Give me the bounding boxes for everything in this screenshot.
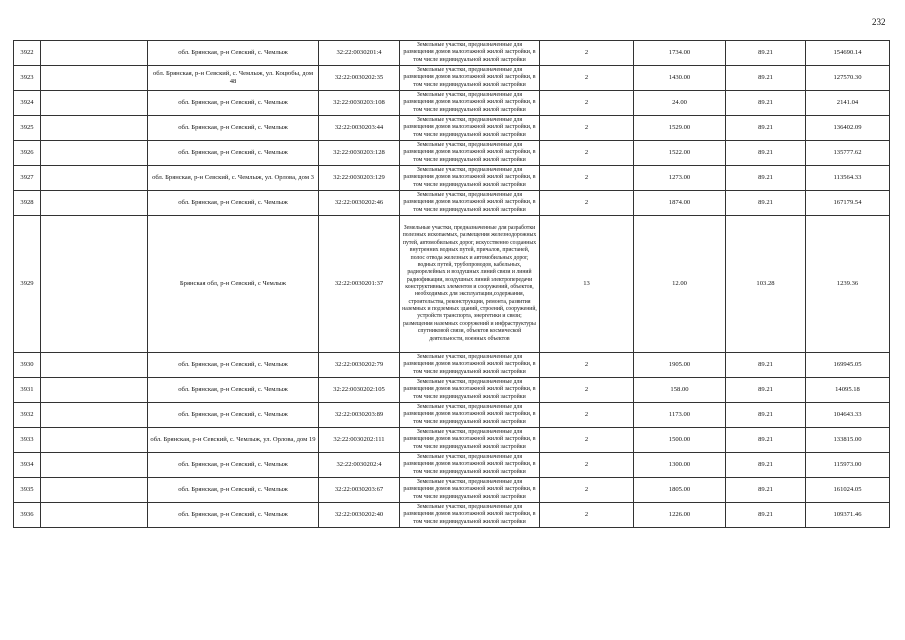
cadastral-value-cell: 2141.04 — [806, 91, 890, 116]
cadastral-value-cell: 127570.30 — [806, 66, 890, 91]
group-cell: 2 — [540, 166, 634, 191]
land-cadastral-table — [13, 40, 890, 528]
cadastral-number-cell: 32:22:0030202:105 — [319, 378, 400, 403]
empty-cell — [41, 453, 148, 478]
rate-cell: 89.21 — [726, 116, 806, 141]
address-cell: обл. Брянская, р-н Севский, с. Чемлыж, ул. Орлова, дом 3 — [148, 166, 319, 191]
land-use-cell: Земельные участки, предназначенные для размещения домов малоэтажной жилой застройки, в том числе индивидуальной жилой застройки — [400, 403, 540, 428]
cadastral-number-cell: 32:22:0030202:46 — [319, 191, 400, 216]
table-row — [14, 141, 890, 166]
land-use-cell: Земельные участки, предназначенные для размещения домов малоэтажной жилой застройки, в том числе индивидуальной жилой застройки — [400, 478, 540, 503]
group-cell: 2 — [540, 353, 634, 378]
address-cell: обл. Брянская, р-н Севский, с. Чемлыж — [148, 478, 319, 503]
area-cell: 1273.00 — [634, 166, 726, 191]
group-cell: 2 — [540, 403, 634, 428]
page-number: 232 — [872, 17, 886, 27]
cadastral-number-cell: 32:22:0030201:4 — [319, 41, 400, 66]
group-cell: 2 — [540, 191, 634, 216]
table-row — [14, 428, 890, 453]
empty-cell — [41, 428, 148, 453]
cadastral-value-cell: 115973.00 — [806, 453, 890, 478]
row-number-cell: 3928 — [14, 191, 41, 216]
address-cell: обл. Брянская, р-н Севский, с. Чемлыж — [148, 453, 319, 478]
area-cell: 1529.00 — [634, 116, 726, 141]
group-cell: 2 — [540, 378, 634, 403]
address-cell: обл. Брянская, р-н Севский, с. Чемлыж — [148, 91, 319, 116]
cadastral-value-cell: 136402.09 — [806, 116, 890, 141]
table-row — [14, 66, 890, 91]
empty-cell — [41, 91, 148, 116]
group-cell: 2 — [540, 116, 634, 141]
rate-cell: 89.21 — [726, 141, 806, 166]
row-number-cell: 3930 — [14, 353, 41, 378]
row-number-cell: 3924 — [14, 91, 41, 116]
rate-cell: 89.21 — [726, 66, 806, 91]
area-cell: 1500.00 — [634, 428, 726, 453]
address-cell: Брянская обл, р-н Севский, с Чемлыж — [148, 216, 319, 353]
address-cell: обл. Брянская, р-н Севский, с. Чемлыж — [148, 353, 319, 378]
cadastral-value-cell: 161024.05 — [806, 478, 890, 503]
land-use-cell: Земельные участки, предназначенные для размещения домов малоэтажной жилой застройки, в том числе индивидуальной жилой застройки — [400, 91, 540, 116]
empty-cell — [41, 66, 148, 91]
land-use-cell: Земельные участки, предназначенные для размещения домов малоэтажной жилой застройки, в том числе индивидуальной жилой застройки — [400, 66, 540, 91]
cadastral-number-cell: 32:22:0030202:79 — [319, 353, 400, 378]
empty-cell — [41, 503, 148, 528]
area-cell: 1173.00 — [634, 403, 726, 428]
table-row — [14, 353, 890, 378]
rate-cell: 89.21 — [726, 428, 806, 453]
cadastral-value-cell: 167179.54 — [806, 191, 890, 216]
area-cell: 158.00 — [634, 378, 726, 403]
group-cell: 13 — [540, 216, 634, 353]
row-number-cell: 3935 — [14, 478, 41, 503]
row-number-cell: 3934 — [14, 453, 41, 478]
row-number-cell: 3923 — [14, 66, 41, 91]
empty-cell — [41, 116, 148, 141]
empty-cell — [41, 353, 148, 378]
row-number-cell: 3936 — [14, 503, 41, 528]
land-use-cell: Земельные участки, предназначенные для размещения домов малоэтажной жилой застройки, в том числе индивидуальной жилой застройки — [400, 116, 540, 141]
empty-cell — [41, 403, 148, 428]
rate-cell: 89.21 — [726, 191, 806, 216]
address-cell: обл. Брянская, р-н Севский, с. Чемлыж — [148, 191, 319, 216]
rate-cell: 89.21 — [726, 378, 806, 403]
cadastral-number-cell: 32:22:0030203:128 — [319, 141, 400, 166]
table-body — [14, 41, 890, 528]
address-cell: обл. Брянская, р-н Севский, с. Чемлыж — [148, 378, 319, 403]
empty-cell — [41, 191, 148, 216]
area-cell: 1874.00 — [634, 191, 726, 216]
group-cell: 2 — [540, 478, 634, 503]
area-cell: 1734.00 — [634, 41, 726, 66]
table-row — [14, 116, 890, 141]
land-use-cell: Земельные участки, предназначенные для размещения домов малоэтажной жилой застройки, в том числе индивидуальной жилой застройки — [400, 378, 540, 403]
rate-cell: 89.21 — [726, 353, 806, 378]
table-row — [14, 453, 890, 478]
row-number-cell: 3929 — [14, 216, 41, 353]
rate-cell: 89.21 — [726, 503, 806, 528]
table-row — [14, 191, 890, 216]
address-cell: обл. Брянская, р-н Севский, с. Чемлыж — [148, 503, 319, 528]
area-cell: 1300.00 — [634, 453, 726, 478]
group-cell: 2 — [540, 91, 634, 116]
table-row — [14, 41, 890, 66]
land-use-cell: Земельные участки, предназначенные для размещения домов малоэтажной жилой застройки, в том числе индивидуальной жилой застройки — [400, 191, 540, 216]
row-number-cell: 3933 — [14, 428, 41, 453]
table-row — [14, 503, 890, 528]
row-number-cell: 3932 — [14, 403, 41, 428]
land-use-cell: Земельные участки, предназначенные для разработки полезных ископаемых, размещения железнодорожных путей, автомобильных дорог, искусственно созданных внутренних водных путей, причалов, пристаней, полос отвода железных и автомобильных дорог, водных путей, трубопроводов, кабельных, радиорелейных и воздушных линий связи и линий радиофикации, воздушных линий электропередачи конструктивных элементов и сооружений, объектов, необходимых для эксплуатации,содержания, строительства, реконструкции, ремонта, развития наземных и подземных зданий, строений, сооружений, устройств транспорта, энергетики и связи; размещения наземных сооружений и инфраструктуры спутниковой связи, объектов космической деятельности, военных объектов — [400, 216, 540, 353]
area-cell: 1805.00 — [634, 478, 726, 503]
address-cell: обл. Брянская, р-н Севский, с. Чемлыж, ул. Коцюбы, дом 48 — [148, 66, 319, 91]
rate-cell: 89.21 — [726, 166, 806, 191]
empty-cell — [41, 141, 148, 166]
cadastral-number-cell: 32:22:0030202:111 — [319, 428, 400, 453]
rate-cell: 89.21 — [726, 91, 806, 116]
empty-cell — [41, 216, 148, 353]
address-cell: обл. Брянская, р-н Севский, с. Чемлыж — [148, 41, 319, 66]
group-cell: 2 — [540, 503, 634, 528]
land-use-cell: Земельные участки, предназначенные для размещения домов малоэтажной жилой застройки, в том числе индивидуальной жилой застройки — [400, 41, 540, 66]
table-row — [14, 403, 890, 428]
rate-cell: 89.21 — [726, 453, 806, 478]
empty-cell — [41, 166, 148, 191]
rate-cell: 89.21 — [726, 403, 806, 428]
group-cell: 2 — [540, 141, 634, 166]
empty-cell — [41, 478, 148, 503]
cadastral-value-cell: 113564.33 — [806, 166, 890, 191]
cadastral-value-cell: 1239.36 — [806, 216, 890, 353]
area-cell: 1226.00 — [634, 503, 726, 528]
cadastral-value-cell: 104643.33 — [806, 403, 890, 428]
table-row — [14, 478, 890, 503]
land-use-cell: Земельные участки, предназначенные для размещения домов малоэтажной жилой застройки, в том числе индивидуальной жилой застройки — [400, 428, 540, 453]
cadastral-value-cell: 169945.05 — [806, 353, 890, 378]
group-cell: 2 — [540, 66, 634, 91]
cadastral-number-cell: 32:22:0030202:4 — [319, 453, 400, 478]
group-cell: 2 — [540, 428, 634, 453]
land-use-cell: Земельные участки, предназначенные для размещения домов малоэтажной жилой застройки, в том числе индивидуальной жилой застройки — [400, 166, 540, 191]
area-cell: 1430.00 — [634, 66, 726, 91]
cadastral-value-cell: 14095.18 — [806, 378, 890, 403]
land-use-cell: Земельные участки, предназначенные для размещения домов малоэтажной жилой застройки, в том числе индивидуальной жилой застройки — [400, 453, 540, 478]
cadastral-number-cell: 32:22:0030203:129 — [319, 166, 400, 191]
row-number-cell: 3925 — [14, 116, 41, 141]
land-use-cell: Земельные участки, предназначенные для размещения домов малоэтажной жилой застройки, в том числе индивидуальной жилой застройки — [400, 141, 540, 166]
area-cell: 1522.00 — [634, 141, 726, 166]
land-use-cell: Земельные участки, предназначенные для размещения домов малоэтажной жилой застройки, в том числе индивидуальной жилой застройки — [400, 353, 540, 378]
empty-cell — [41, 41, 148, 66]
address-cell: обл. Брянская, р-н Севский, с. Чемлыж — [148, 403, 319, 428]
cadastral-value-cell: 109371.46 — [806, 503, 890, 528]
table-row — [14, 91, 890, 116]
cadastral-number-cell: 32:22:0030202:40 — [319, 503, 400, 528]
group-cell: 2 — [540, 41, 634, 66]
cadastral-number-cell: 32:22:0030202:35 — [319, 66, 400, 91]
table-row — [14, 378, 890, 403]
address-cell: обл. Брянская, р-н Севский, с. Чемлыж, ул. Орлова, дом 19 — [148, 428, 319, 453]
address-cell: обл. Брянская, р-н Севский, с. Чемлыж — [148, 116, 319, 141]
table-row — [14, 216, 890, 353]
cadastral-value-cell: 135777.62 — [806, 141, 890, 166]
cadastral-value-cell: 154690.14 — [806, 41, 890, 66]
row-number-cell: 3926 — [14, 141, 41, 166]
area-cell: 12.00 — [634, 216, 726, 353]
cadastral-number-cell: 32:22:0030201:37 — [319, 216, 400, 353]
row-number-cell: 3931 — [14, 378, 41, 403]
cadastral-number-cell: 32:22:0030203:67 — [319, 478, 400, 503]
address-cell: обл. Брянская, р-н Севский, с. Чемлыж — [148, 141, 319, 166]
cadastral-number-cell: 32:22:0030203:44 — [319, 116, 400, 141]
table-row — [14, 166, 890, 191]
rate-cell: 89.21 — [726, 41, 806, 66]
row-number-cell: 3922 — [14, 41, 41, 66]
group-cell: 2 — [540, 453, 634, 478]
area-cell: 24.00 — [634, 91, 726, 116]
cadastral-number-cell: 32:22:0030203:108 — [319, 91, 400, 116]
row-number-cell: 3927 — [14, 166, 41, 191]
cadastral-value-cell: 133815.00 — [806, 428, 890, 453]
rate-cell: 89.21 — [726, 478, 806, 503]
land-use-cell: Земельные участки, предназначенные для размещения домов малоэтажной жилой застройки, в том числе индивидуальной жилой застройки — [400, 503, 540, 528]
cadastral-number-cell: 32:22:0030203:89 — [319, 403, 400, 428]
area-cell: 1905.00 — [634, 353, 726, 378]
rate-cell: 103.28 — [726, 216, 806, 353]
empty-cell — [41, 378, 148, 403]
